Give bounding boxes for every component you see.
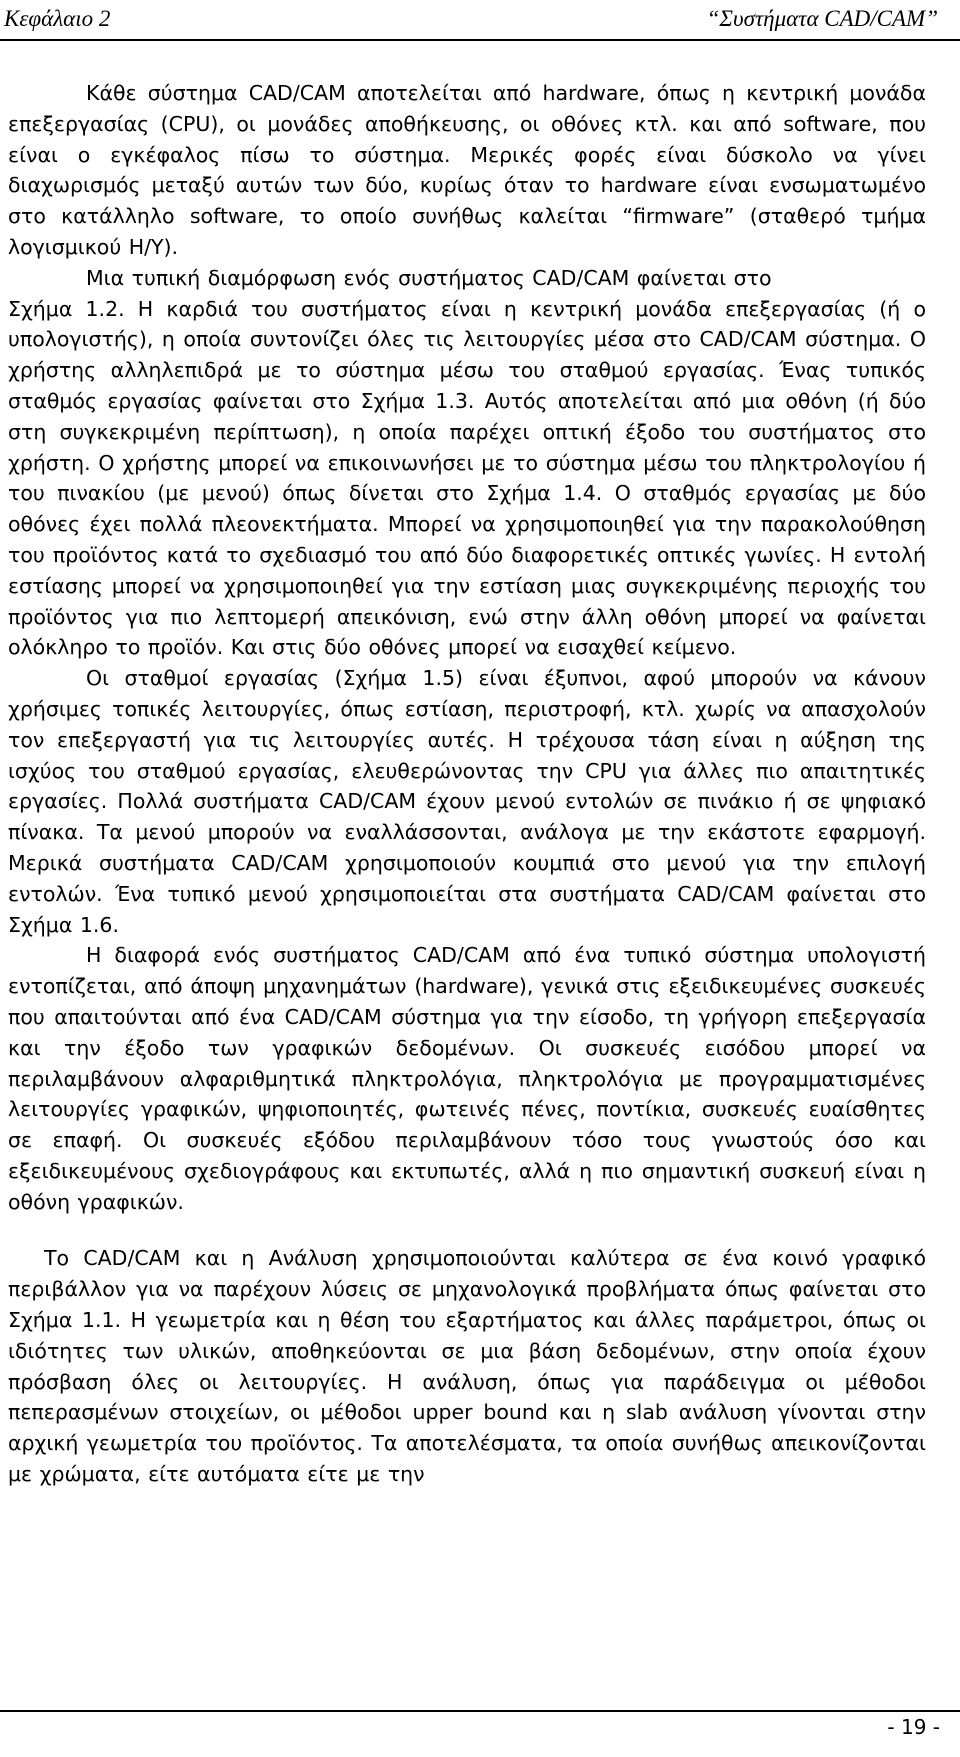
- paragraph-4: Οι σταθμοί εργασίας (Σχήμα 1.5) είναι έξυπνοι, αφού μπορούν να κάνουν χρήσιμες τοπικές λειτουργίες, όπως εστίαση, περιστροφή, κτλ. χωρίς να απασχολούν τον επεξεργαστή για τις λειτουργίες αυτές. Η τρέχουσα τάση είναι η αύξηση της ισχύος του σταθμού εργασίας, ελευθερώνοντας την CPU για άλλες πιο απαιτητικές εργασίες. Πολλά συστήματα CAD/CAM έχουν μενού εντολών σε πινάκιο ή σε ψηφιακό πίνακα. Τα μενού μπορούν να εναλλάσσονται, ανάλογα με την εκάστοτε εφαρμογή. Μερικά συστήματα CAD/CAM χρησιμοποιούν κουμπιά στο μενού για την επιλογή εντολών. Ένα τυπικό μενού χρησιμοποιείται στα συστήματα CAD/CAM φαίνεται στο Σχήμα 1.6.: [8, 666, 926, 937]
- chapter-title: “Συστήματα CAD/CAM”: [706, 6, 938, 31]
- body-text: [8, 78, 926, 1490]
- paragraph-5: Η διαφορά ενός συστήματος CAD/CAM από ένα τυπικό σύστημα υπολογιστή εντοπίζεται, από άποψη μηχανημάτων (hardware), γενικά στις εξειδικευμένες συσκευές που απαιτούνται από ένα CAD/CAM σύστημα για την είσοδο, τη γρήγορη επεξεργασία και την έξοδο των γραφικών δεδομένων. Οι συσκευές εισόδου μπορεί να περιλαμβάνουν αλφαριθμητικά πληκτρολόγια, πληκτρολόγια με προγραμματισμένες λειτουργίες γραφικών, ψηφιοποιητές, φωτεινές πένες, ποντίκια, συσκευές ευαίσθητες σε επαφή. Οι συσκευές εξόδου περιλαμβάνουν τόσο τους γνωστούς όσο και εξειδικευμένους σχεδιογράφους και εκτυπωτές, αλλά η πιο σημαντική συσκευή είναι η οθόνη γραφικών.: [8, 943, 926, 1214]
- paragraph-3: Σχήμα 1.2. Η καρδιά του συστήματος είναι η κεντρική μονάδα επεξεργασίας (ή ο υπολογιστής), η οποία συντονίζει όλες τις λειτουργίες μέσα στο CAD/CAM σύστημα. Ο χρήστης αλληλεπιδρά με το σύστημα μέσω του σταθμού εργασίας. Ένας τυπικός σταθμός εργασίας φαίνεται στο Σχήμα 1.3. Αυτός αποτελείται από μια οθόνη (ή δύο στη συγκεκριμένη περίπτωση), η οποία παρέχει οπτική έξοδο του συστήματος στο χρήστη. Ο χρήστης μπορεί να επικοινωνήσει με το σύστημα μέσω του πληκτρολογίου ή του πινακίου (με μενού) όπως δίνεται στο Σχήμα 1.4. Ο σταθμός εργασίας με δύο οθόνες έχει πολλά πλεονεκτήματα. Μπορεί να χρησιμοποιηθεί για την παρακολούθηση του προϊόντος κατά το σχεδιασμό του από δύο διαφορετικές οπτικές γωνίες. Η εντολή εστίασης μπορεί να χρησιμοποιηθεί για την εστίαση μιας συγκεκριμένης περιοχής του προϊόντος για πιο λεπτομερή απεικόνιση, ενώ στην άλλη οθόνη μπορεί να φαίνεται ολόκληρο το προϊόν. Και στις δύο οθόνες μπορεί να εισαχθεί κείμενο.: [8, 296, 926, 660]
- paragraph-6: Το CAD/CAM και η Ανάλυση χρησιμοποιούνται καλύτερα σε ένα κοινό γραφικό περιβάλλον για να παρέχουν λύσεις σε μηχανολογικά προβλήματα όπως φαίνεται στο Σχήμα 1.1. Η γεωμετρία και η θέση του εξαρτήματος και άλλες παράμετροι, όπως οι ιδιότητες των υλικών, αποθηκεύονται σε μια βάση δεδομένων, στην οποία έχουν πρόσβαση όλες οι λειτουργίες. Η ανάλυση, όπως για παράδειγμα οι μέθοδοι πεπερασμένων στοιχείων, οι μέθοδοι upper bound και η slab ανάλυση γίνονται στην αρχική γεωμετρία του προϊόντος. Τα αποτελέσματα, τα οποία συνήθως απεικονίζονται με χρώματα, είτε αυτόματα είτε με την: [8, 1246, 926, 1487]
- chapter-label: Κεφάλαιο 2: [4, 6, 111, 31]
- footer-rule: [0, 1710, 960, 1712]
- paragraph-1: Κάθε σύστημα CAD/CAM αποτελείται από hardware, όπως η κεντρική μονάδα επεξεργασίας (CPU), οι μονάδες αποθήκευσης, οι οθόνες κτλ. και από software, που είναι ο εγκέφαλος πίσω το σύστημα. Μερικές φορές είναι δύσκολο να γίνει διαχωρισμός μεταξύ αυτών των δύο, κυρίως όταν το hardware είναι ενσωματωμένο στο κατάλληλο software, το οποίο συνήθως καλείται “firmware” (σταθερό τμήμα λογισμικού Η/Υ).: [8, 81, 926, 259]
- header-rule: [0, 39, 960, 41]
- page-number: - 19 -: [887, 1715, 940, 1739]
- paragraph-2: Μια τυπική διαμόρφωση ενός συστήματος CAD/CAM φαίνεται στο: [86, 265, 772, 290]
- running-header: [0, 0, 960, 38]
